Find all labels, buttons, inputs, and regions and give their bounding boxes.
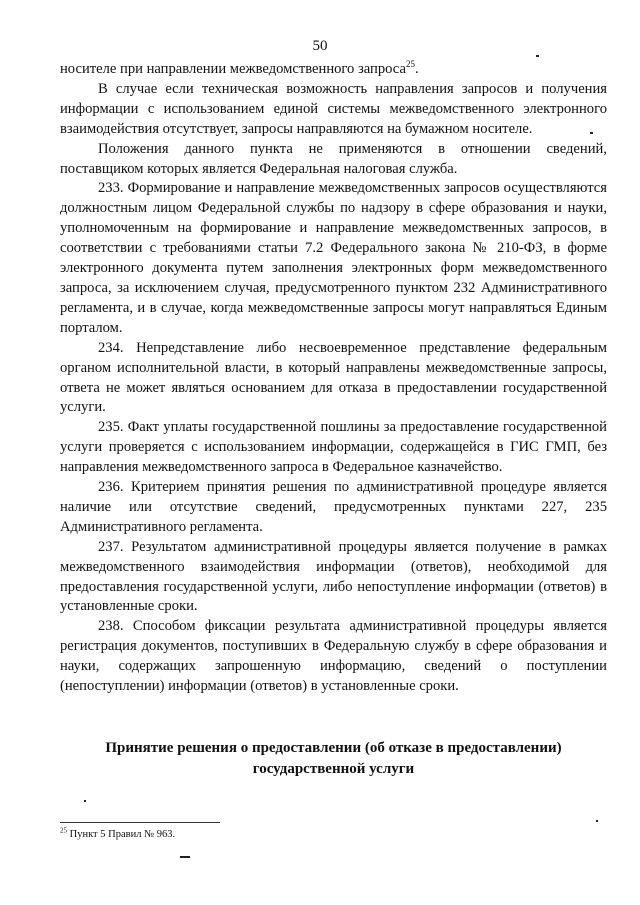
paragraph-continuation <box>60 60 607 80</box>
scan-artifact <box>536 55 539 57</box>
paragraph: Положения данного пункта не применяются в отношении сведений, поставщиком которых является Федеральная налоговая служба. <box>60 140 607 177</box>
paragraph-tail: . <box>414 61 419 77</box>
body-text <box>60 60 607 697</box>
paragraph-text: носителе при направлении межведомственного запроса <box>60 61 406 77</box>
paragraph-234: 234. Непредставление либо несвоевременное представление федеральным органом исполнительной власти, в который направлены межведомственные запросы, ответа не может являться основанием для отказа в предоставлении государственной услуги. <box>60 339 607 416</box>
footnote-divider <box>60 822 220 823</box>
paragraph-238: 238. Способом фиксации результата административной процедуры является регистрация документов, поступивших в Федеральную службу в сфере образования и науки, содержащих запрошенную информацию, сведений о поступлении (непоступлении) информации (ответов) в установленные сроки. <box>60 618 607 695</box>
paragraph-235: 235. Факт уплаты государственной пошлины за предоставление государственной услуги проверяется с использованием информации, содержащейся в ГИС ГМП, без направления межведомственного запроса в Федеральное казначейство. <box>60 419 607 476</box>
scan-artifact <box>596 820 598 822</box>
footnote-text: Пункт 5 Правил № 963. <box>67 829 176 840</box>
paragraph-233: 233. Формирование и направление межведомственных запросов осуществляются должностным лицом Федеральной службы по надзору в сфере образования и науки, уполномоченным на формирование и направление межведомственных запросов, в соответствии с требованиями статьи 7.2 Федерального закона № 210-ФЗ, в форме электронного документа путем заполнения электронных форм межведомственного запроса, за исключением случая, предусмотренного пунктом 232 Административного регламента, и в случае, когда межведомственные запросы могут направляться Единым порталом. <box>60 180 607 336</box>
section-heading-line: Принятие решения о предоставлении (об отказе в предоставлении) <box>105 740 562 756</box>
paragraph-236: 236. Критерием принятия решения по административной процедуре является наличие или отсутствие сведений, предусмотренных пунктами 227, 235 Административного регламента. <box>60 479 607 535</box>
section-heading <box>60 738 607 780</box>
footnote-reference[interactable]: 25 <box>405 59 415 70</box>
scan-artifact <box>180 856 190 858</box>
page-number: 50 <box>312 38 328 54</box>
scan-artifact <box>84 800 86 802</box>
scan-artifact <box>590 132 593 134</box>
paragraph-237: 237. Результатом административной процедуры является получение в рамках межведомственного взаимодействия информации (ответов), необходимой для предоставления государственной услуги, либо непоступление информации (ответов) в установленные сроки. <box>60 538 607 615</box>
footnote <box>60 826 176 840</box>
footnote-number: 25 <box>60 826 67 835</box>
section-heading-line: государственной услуги <box>252 761 415 777</box>
paragraph: В случае если техническая возможность направления запросов и получения информации с использованием единой системы межведомственного электронного взаимодействия отсутствует, запросы направляются на бумажном носителе. <box>60 80 607 137</box>
